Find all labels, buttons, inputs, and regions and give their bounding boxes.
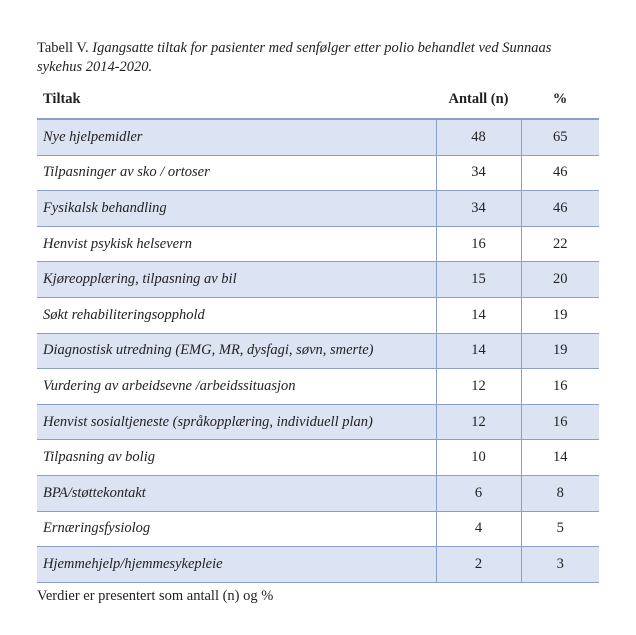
cell-antall: 14 xyxy=(436,297,521,333)
cell-percent: 3 xyxy=(521,547,599,583)
header-tiltak: Tiltak xyxy=(37,80,436,119)
cell-tiltak: BPA/støttekontakt xyxy=(37,475,436,511)
cell-antall: 34 xyxy=(436,155,521,191)
cell-antall: 34 xyxy=(436,191,521,227)
table-row xyxy=(37,333,599,369)
table-row xyxy=(37,226,599,262)
table-header-row xyxy=(37,80,599,119)
cell-tiltak: Diagnostisk utredning (EMG, MR, dysfagi, søvn, smerte) xyxy=(37,333,436,369)
cell-antall: 4 xyxy=(436,511,521,547)
cell-percent: 19 xyxy=(521,333,599,369)
caption-lead: Tabell V. xyxy=(37,40,89,56)
cell-percent: 8 xyxy=(521,475,599,511)
cell-antall: 6 xyxy=(436,475,521,511)
cell-percent: 22 xyxy=(521,226,599,262)
cell-tiltak: Henvist psykisk helsevern xyxy=(37,226,436,262)
cell-tiltak: Henvist sosialtjeneste (språkopplæring, individuell plan) xyxy=(37,404,436,440)
cell-percent: 5 xyxy=(521,511,599,547)
cell-percent: 46 xyxy=(521,155,599,191)
cell-tiltak: Ernæringsfysiolog xyxy=(37,511,436,547)
table-row xyxy=(37,155,599,191)
cell-tiltak: Hjemmehjelp/hjemmesykepleie xyxy=(37,547,436,583)
cell-percent: 14 xyxy=(521,440,599,476)
table-row xyxy=(37,511,599,547)
table-row xyxy=(37,475,599,511)
cell-percent: 16 xyxy=(521,369,599,405)
table-row xyxy=(37,262,599,298)
cell-antall: 2 xyxy=(436,547,521,583)
header-antall: Antall (n) xyxy=(436,80,521,119)
table-row xyxy=(37,440,599,476)
cell-tiltak: Søkt rehabiliteringsopphold xyxy=(37,297,436,333)
measures-table xyxy=(37,80,599,583)
cell-antall: 14 xyxy=(436,333,521,369)
table-caption xyxy=(37,39,636,77)
table-body xyxy=(37,119,599,582)
cell-tiltak: Tilpasning av bolig xyxy=(37,440,436,476)
table-row xyxy=(37,297,599,333)
table-row xyxy=(37,119,599,155)
cell-percent: 19 xyxy=(521,297,599,333)
table-row xyxy=(37,547,599,583)
cell-antall: 12 xyxy=(436,369,521,405)
cell-antall: 15 xyxy=(436,262,521,298)
caption-title-line1: Igangsatte tiltak for pasienter med senfølger etter polio behandlet ved Sunnaas xyxy=(92,40,552,56)
table-row xyxy=(37,404,599,440)
cell-tiltak: Fysikalsk behandling xyxy=(37,191,436,227)
cell-antall: 48 xyxy=(436,119,521,155)
cell-tiltak: Nye hjelpemidler xyxy=(37,119,436,155)
table-footnote: Verdier er presentert som antall (n) og % xyxy=(37,588,274,604)
cell-antall: 16 xyxy=(436,226,521,262)
cell-percent: 46 xyxy=(521,191,599,227)
cell-antall: 12 xyxy=(436,404,521,440)
cell-tiltak: Tilpasninger av sko / ortoser xyxy=(37,155,436,191)
table-row xyxy=(37,369,599,405)
table-row xyxy=(37,191,599,227)
cell-percent: 16 xyxy=(521,404,599,440)
header-percent: % xyxy=(521,80,599,119)
cell-percent: 65 xyxy=(521,119,599,155)
cell-tiltak: Vurdering av arbeidsevne /arbeidssituasjon xyxy=(37,369,436,405)
cell-tiltak: Kjøreopplæring, tilpasning av bil xyxy=(37,262,436,298)
cell-antall: 10 xyxy=(436,440,521,476)
caption-title-line2: sykehus 2014-2020. xyxy=(37,59,153,75)
cell-percent: 20 xyxy=(521,262,599,298)
